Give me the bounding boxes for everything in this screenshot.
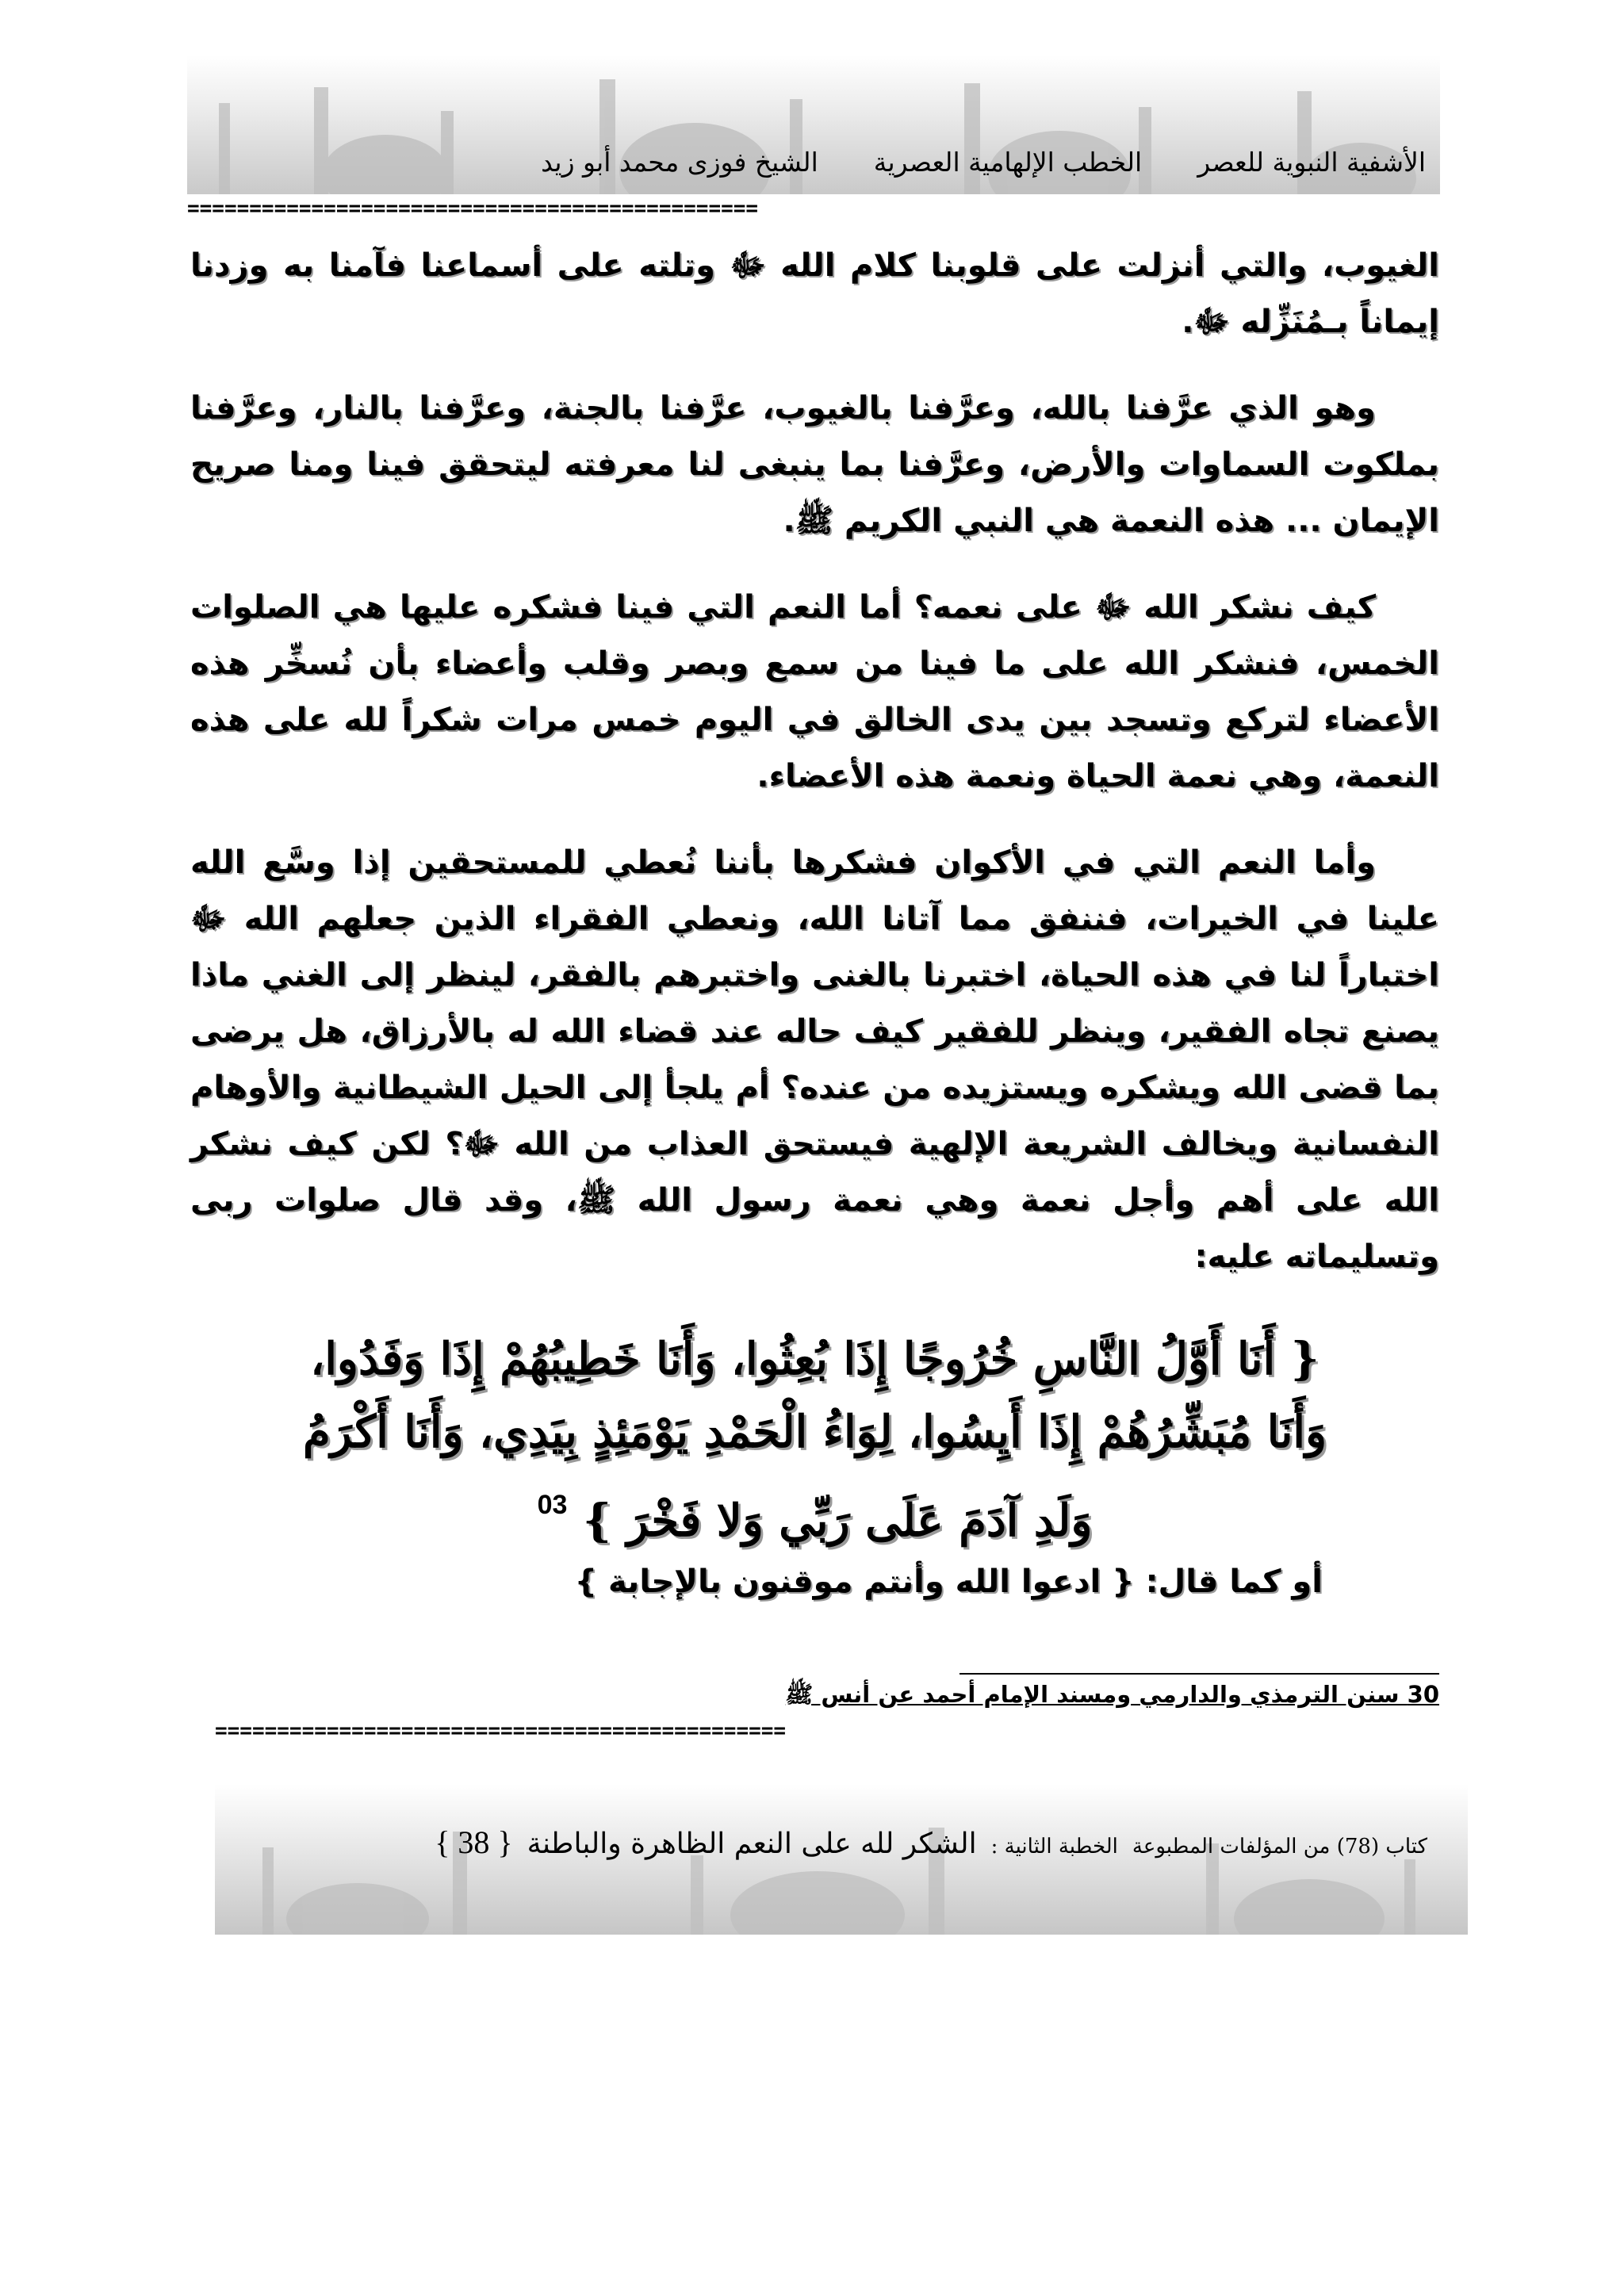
hadith-quote xyxy=(190,1323,1439,1557)
running-header xyxy=(187,147,1440,186)
paragraph-4: وأما النعم التي في الأكوان فشكرها بأننا نُعطي للمستحقين إذا وسَّع الله علينا في الخيرات، فننفق مما آتانا الله، ونعطي الفقراء الذين جعلهم الله ﷻ اختباراً لنا في هذه الحياة، اختبرنا بالغنى واختبرهم بالفقر، لينظر إلى الغني ماذا يصنع تجاه الفقير، وينظر للفقير كيف حاله عند قضاء الله له بالأرزاق، هل يرضى بما قضى الله ويشكره ويستزيده من عنده؟ أم يلجأ إلى الحيل الشيطانية والأوهام النفسانية ويخالف الشريعة الإلهية فيستحق العذاب من الله ﷻ؟ لكن كيف نشكر الله على أهم وأجل نعمة وهي نعمة رسول الله ﷺ، وقد قال صلوات ربى وتسليماته عليه: xyxy=(190,844,1439,1275)
hadith-line-2: وَأَنَا مُبَشِّرُهُمْ إِذَا أَيِسُوا، لِوَاءُ الْحَمْدِ يَوْمَئِذٍ بِيَدِي، وَأَنَا أَكْرَمُ xyxy=(302,1406,1327,1458)
header-series-title: الأشفية النبوية للعصر xyxy=(1197,147,1426,178)
header-author: الشيخ فوزى محمد أبو زيد xyxy=(541,147,818,178)
footnote-ref: 03 xyxy=(537,1490,568,1520)
paragraph-1: الغيوب، والتي أنزلت على قلوبنا كلام الله ﷻ وتلته على أسماعنا فآمنا به وزدنا إيماناً بـمُنَزِّله ﷻ. xyxy=(190,247,1439,340)
dua-line: أو كما قال: { ادعوا الله وأنتم موقنون بالإجابة } xyxy=(574,1564,1323,1600)
footnote-rule xyxy=(959,1673,1439,1675)
header-book-title: الخطب الإلهامية العصرية xyxy=(873,147,1143,178)
footer-topic: الشكر لله على النعم الظاهرة والباطنة xyxy=(527,1828,977,1860)
footnote: 30 سنن الترمذي والدارمي ومسند الإمام أحمد عن أنس ﷺ xyxy=(785,1681,1439,1708)
footer-sermon: الخطبة الثانية : xyxy=(990,1835,1118,1859)
hadith-line-3 xyxy=(190,1468,1439,1557)
footer-rule: ============================================== xyxy=(215,1721,787,1741)
footer-book: كتاب (78) من المؤلفات المطبوعة xyxy=(1132,1835,1427,1859)
paragraph-2: وهو الذي عرَّفنا بالله، وعرَّفنا بالغيوب، عرَّفنا بالجنة، وعرَّفنا بالنار، وعرَّفنا بملكوت السماوات والأرض، وعرَّفنا بما ينبغى لنا معرفته ليتحقق فينا ومنا صريح الإيمان ... هذه النعمة هي النبي الكريم ﷺ. xyxy=(190,390,1439,539)
body-text xyxy=(190,238,1439,1315)
header-rule: ============================================== xyxy=(187,198,759,219)
paragraph-3: كيف نشكر الله ﷻ على نعمه؟ أما النعم التي فينا فشكره عليها هي الصلوات الخمس، فنشكر الله على ما فينا من سمع وبصر وقلب وأعضاء بأن نُسخِّر هذه الأعضاء لتركع وتسجد بين يدى الخالق في اليوم خمس مرات شكراً لله على هذه النعمة، وهي نعمة الحياة ونعمة هذه الأعضاء. xyxy=(190,589,1439,794)
running-footer xyxy=(238,1824,1427,1871)
page-number: { 38 } xyxy=(435,1824,513,1860)
hadith-line-1: { أَنَا أَوَّلُ النَّاسِ خُرُوجًا إِذَا بُعِثُوا، وَأَنَا خَطِيبُهُمْ إِذَا وَفَدُوا، xyxy=(310,1333,1320,1385)
hadith-line-3-text: وَلَدِ آدَمَ عَلَى رَبِّي وَلا فَخْرَ } xyxy=(582,1495,1093,1547)
